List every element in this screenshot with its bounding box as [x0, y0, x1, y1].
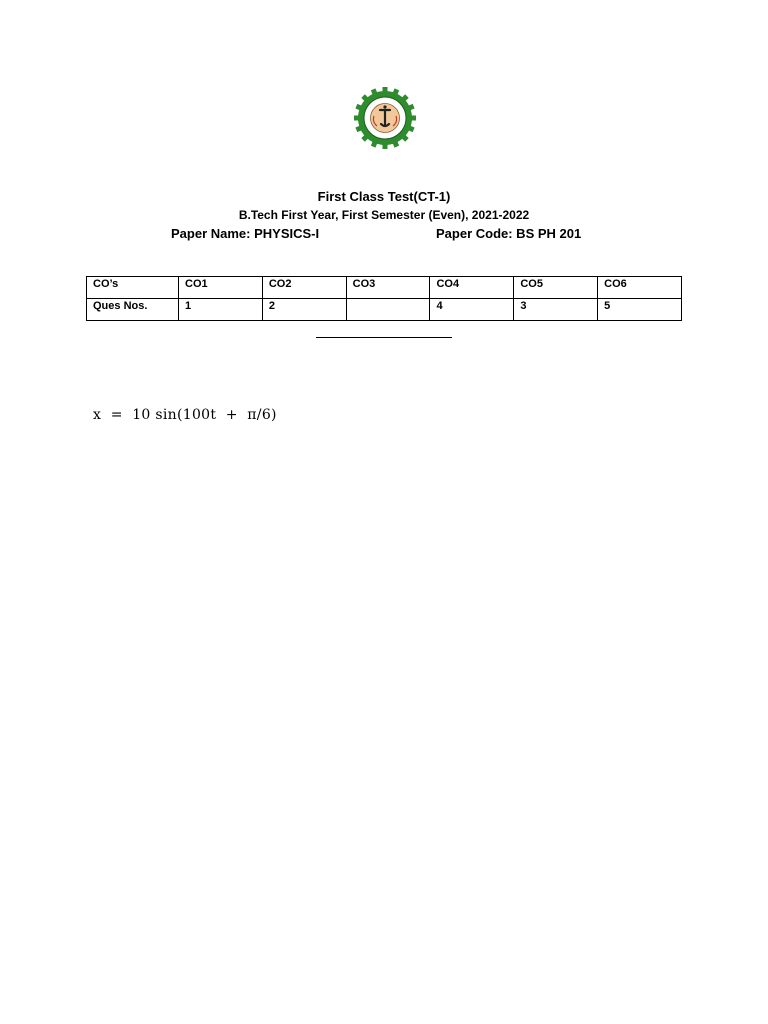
- table-cell: CO’s: [87, 277, 179, 299]
- table-cell: CO6: [598, 277, 682, 299]
- test-title: First Class Test(CT-1): [317, 189, 451, 204]
- table-cell: CO5: [514, 277, 598, 299]
- paper-name: Paper Name: PHYSICS-I: [171, 226, 320, 241]
- table-cell: CO4: [430, 277, 514, 299]
- table-cell: Ques Nos.: [87, 299, 179, 321]
- equation: x = 10 sin(100t + π/6): [93, 407, 277, 423]
- paper-code: Paper Code: BS PH 201: [436, 226, 582, 241]
- table-cell: 5: [598, 299, 682, 321]
- course-subtitle: B.Tech First Year, First Semester (Even), 2021-2022: [238, 208, 530, 222]
- institute-logo-icon: [353, 86, 417, 150]
- table-cell: CO3: [346, 277, 430, 299]
- table-cell: [346, 299, 430, 321]
- table-row: [87, 277, 682, 299]
- table-cell: CO2: [262, 277, 346, 299]
- section-divider: [316, 337, 452, 338]
- table-row: [87, 299, 682, 321]
- table-cell: 4: [430, 299, 514, 321]
- table-cell: 1: [179, 299, 263, 321]
- institute-logo: [353, 86, 417, 150]
- table-cell: 2: [262, 299, 346, 321]
- table-cell: 3: [514, 299, 598, 321]
- table-cell: CO1: [179, 277, 263, 299]
- course-outcome-table: [86, 276, 682, 321]
